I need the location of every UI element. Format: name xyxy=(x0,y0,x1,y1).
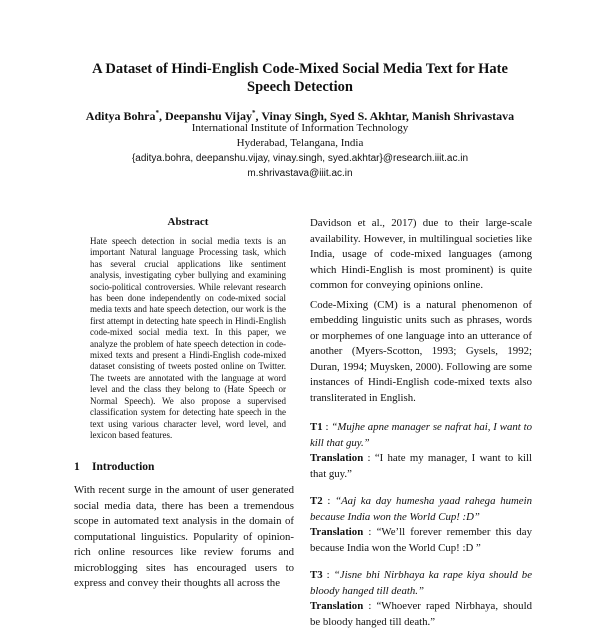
translation-text: “Whoever raped Nirbhaya, should be bloody hanged till death.” xyxy=(310,600,532,628)
example-text: “Aaj ka day humesha yaad rahega humein because India won the World Cup! :D” xyxy=(310,495,532,523)
body-paragraph: Code-Mixing (CM) is a natural phenomenon of embedding linguistic units such as phrases, words or morphemes of one language into an utterance of another (Myers-Scotton, 1993; Gysels, 1992; Duran, 1994; Muysken, 2000). Following are some instances of Hindi-English code-mixed texts also transliterated in English. xyxy=(310,298,532,404)
institute-name: International Institute of Information Technology xyxy=(191,122,409,134)
author-email-secondary: m.shrivastava@iiit.ac.in xyxy=(247,168,353,179)
body-paragraph: Davidson et al., 2017) due to their large-scale availability. However, in multilingual societies like India, usage of code-mixed languages (among which Hindi-English is most prominent) is quite common for conveying opinions online. xyxy=(310,217,532,291)
section-number: 1 xyxy=(74,461,80,473)
example-text: “Mujhe apne manager se nafrat hai, I want to kill that guy.” xyxy=(310,421,532,449)
example-label: T3 xyxy=(310,569,323,581)
author-list: Aditya Bohra*, Deepanshu Vijay*, Vinay Singh, Syed S. Akhtar, Manish Shrivastava xyxy=(85,109,515,123)
author-name: Syed S. Akhtar xyxy=(329,109,406,123)
example-label: T1 xyxy=(310,421,323,433)
institute-location: Hyderabad, Telangana, India xyxy=(236,137,364,149)
abstract-heading: Abstract xyxy=(167,216,209,228)
translation-text: “I hate my manager, I want to kill that guy.” xyxy=(310,452,532,480)
author-emails: {aditya.bohra, deepanshu.vijay, vinay.singh, syed.akhtar}@research.iiit.ac.in xyxy=(131,153,469,164)
translation-text: “We’ll forever remember this day because India won the World Cup! :D ” xyxy=(310,526,532,554)
author-name: Manish Shrivastava xyxy=(411,109,515,123)
translation-label: Translation xyxy=(310,526,364,538)
author-name: Vinay Singh xyxy=(261,109,324,123)
section-title: Introduction xyxy=(92,461,155,473)
example-block: T2 : “Aaj ka day humesha yaad rahega humein because India won the World Cup! :D” Translation : “We’ll forever remember this day because India won the World Cup! :D ” xyxy=(310,495,532,554)
author-name: Aditya Bohra xyxy=(85,109,156,123)
author-mark: * xyxy=(155,109,159,117)
example-text: “Jisne bhi Nirbhaya ka rape kiya should be bloody hanged till death.” xyxy=(310,569,532,597)
example-block: T3 : “Jisne bhi Nirbhaya ka rape kiya should be bloody hanged till death.” Translation : “Whoever raped Nirbhaya, should be bloody hanged till death.” xyxy=(310,569,532,628)
introduction-text: With recent surge in the amount of user generated social media data, there has been a tremendous scope in automated text analysis in the domain of computational linguistics. Popularity of opinion-rich online resources like review forums and microblogging sites has encouraged users to express and convey their thoughts all across the xyxy=(74,484,294,589)
author-mark: * xyxy=(252,109,256,117)
translation-label: Translation xyxy=(310,600,364,612)
abstract-text: Hate speech detection in social media texts is an important Natural language Processing task, which has several crucial applications like sentiment analysis, investigating cyber bullying and examining socio-political controversies. While relevant research has been done independently on code-mixed social media texts and hate speech detection, our work is the first attempt in detecting hate speech in Hindi-English code-mixed social media text. In this paper, we analyze the problem of hate speech detection in code-mixed texts and present a Hindi-English code-mixed dataset consisting of tweets posted online on Twitter. The tweets are annotated with the language at word level and the class they belong to (Hate Speech or Normal Speech). We also propose a supervised classification system for detecting hate speech in the text using various character level, word level, and lexicon based features. xyxy=(90,236,286,440)
example-label: T2 xyxy=(310,495,323,507)
translation-label: Translation xyxy=(310,452,364,464)
section-heading-introduction xyxy=(74,461,294,473)
example-block: T1 : “Mujhe apne manager se nafrat hai, I want to kill that guy.” Translation : “I hate my manager, I want to kill that guy.” xyxy=(310,421,532,480)
author-name: Deepanshu Vijay xyxy=(164,109,253,123)
right-column xyxy=(310,216,532,630)
paper-title: A Dataset of Hindi-English Code-Mixed Social Media Text for Hate Speech Detection xyxy=(92,61,508,95)
affiliation-block xyxy=(60,121,540,181)
